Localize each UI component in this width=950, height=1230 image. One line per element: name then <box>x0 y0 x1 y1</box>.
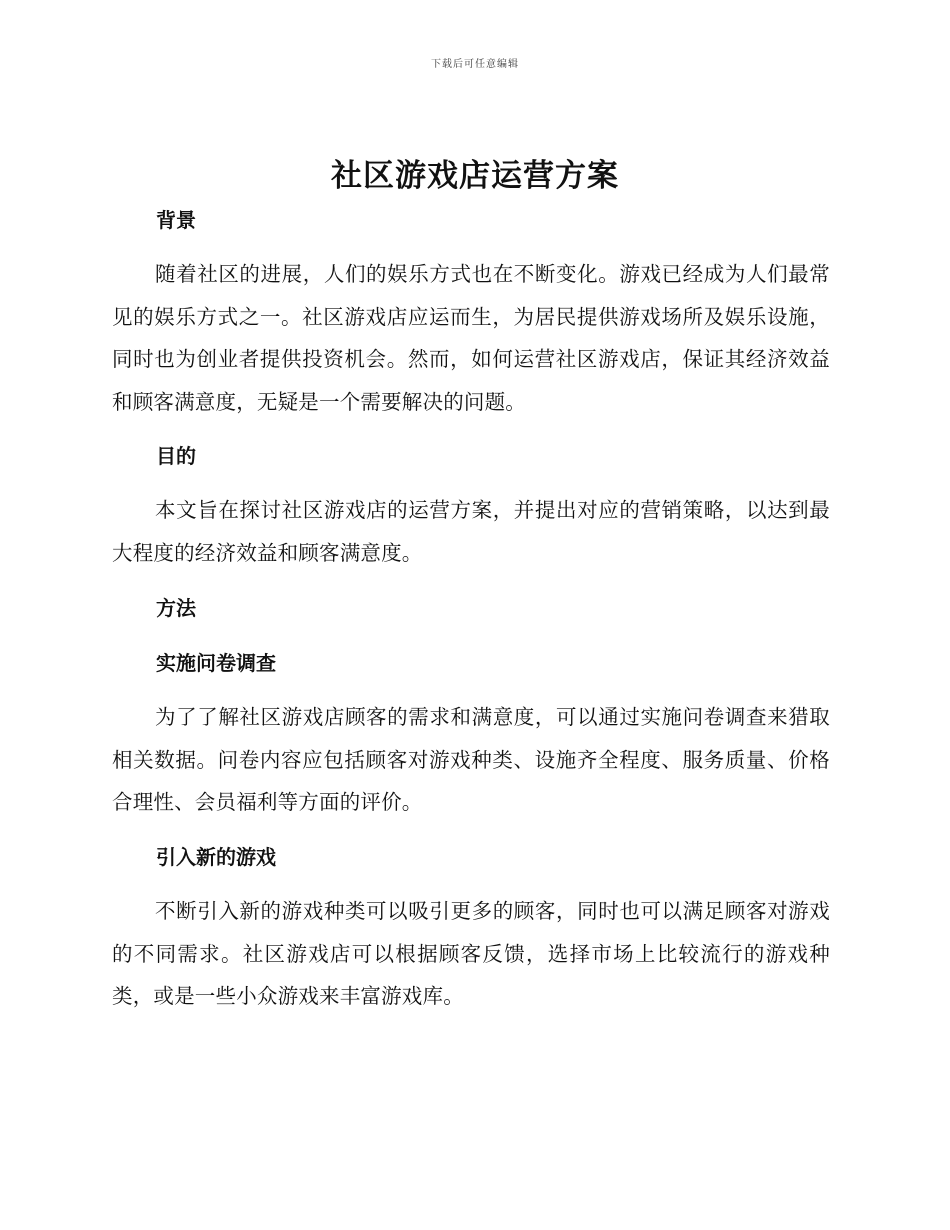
document-title: 社区游戏店运营方案 <box>331 158 619 194</box>
heading-new-games: 引入新的游戏 <box>156 845 276 869</box>
heading-purpose: 目的 <box>156 444 196 468</box>
heading-survey: 实施问卷调查 <box>156 651 276 675</box>
header-note: 下载后可任意编辑 <box>431 59 519 70</box>
paragraph-survey: 为了了解社区游戏店顾客的需求和满意度，可以通过实施问卷调查来猎取相关数据。问卷内容应包括顾客对游戏种类、设施齐全程度、服务质量、价格合理性、会员福利等方面的评价。 <box>112 705 830 814</box>
paragraph-background: 随着社区的进展，人们的娱乐方式也在不断变化。游戏已经成为人们最常见的娱乐方式之一。社区游戏店应运而生，为居民提供游戏场所及娱乐设施，同时也为创业者提供投资机会。然而，如何运营社区游戏店，保证其经济效益和顾客满意度，无疑是一个需要解决的问题。 <box>112 262 830 414</box>
paragraph-purpose: 本文旨在探讨社区游戏店的运营方案，并提出对应的营销策略，以达到最大程度的经济效益和顾客满意度。 <box>112 498 830 565</box>
paragraph-new-games: 不断引入新的游戏种类可以吸引更多的顾客，同时也可以满足顾客对游戏的不同需求。社区游戏店可以根据顾客反馈，选择市场上比较流行的游戏种类，或是一些小众游戏来丰富游戏库。 <box>112 899 830 1008</box>
heading-background: 背景 <box>156 208 196 232</box>
heading-method: 方法 <box>156 596 196 620</box>
